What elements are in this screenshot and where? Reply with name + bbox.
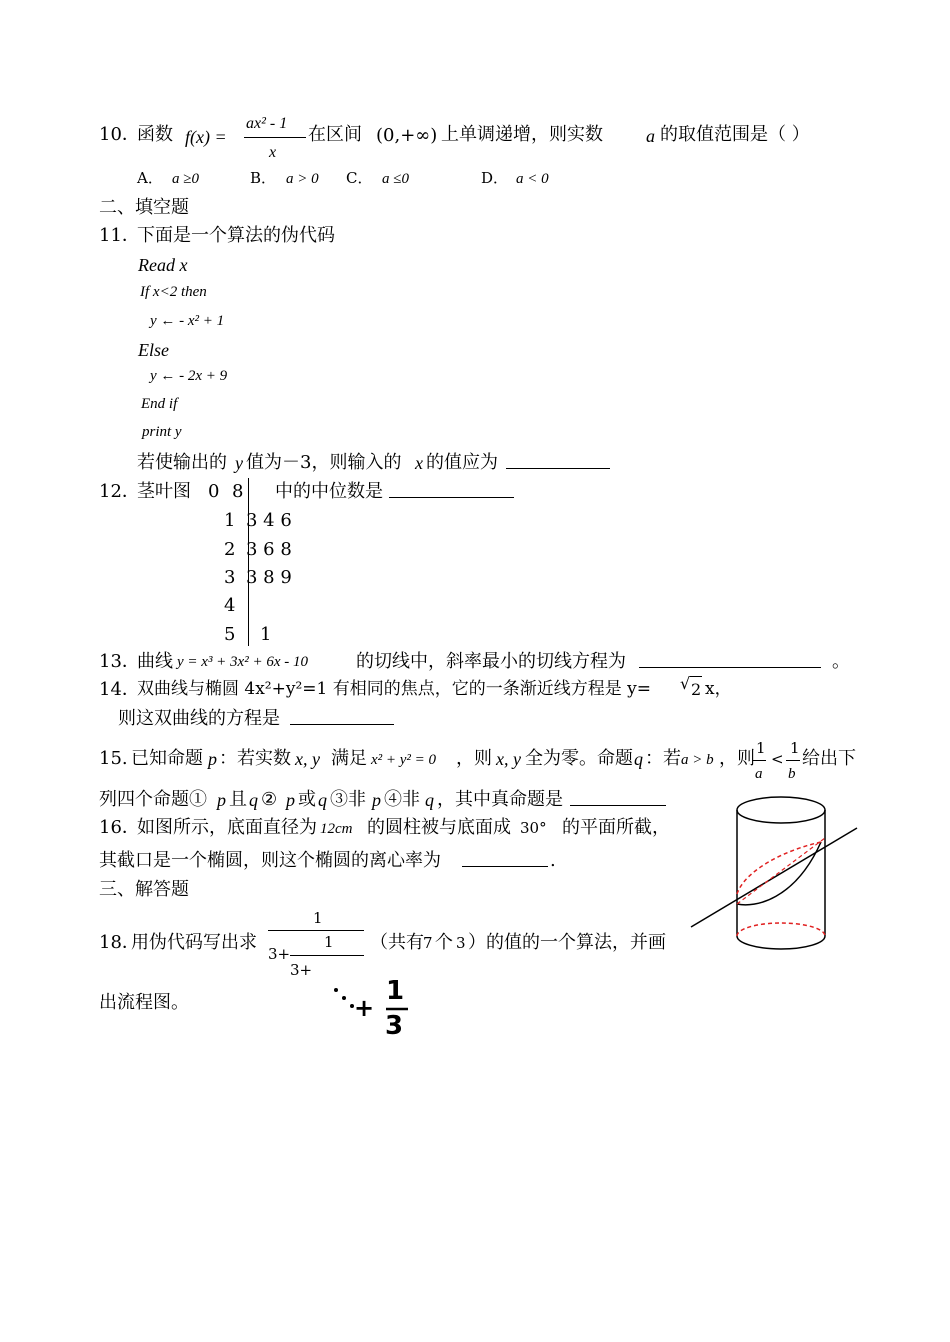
cutting-plane-line bbox=[691, 828, 857, 927]
stem-4: 4 bbox=[224, 595, 236, 616]
q15-frac2-bar bbox=[786, 760, 800, 761]
q11-code-line-3: y ← - x² + 1 bbox=[150, 313, 225, 329]
q12-answer-blank bbox=[389, 497, 514, 498]
q16-line-2: 其截口是一个椭圆，则这个椭圆的离心率为 bbox=[99, 850, 441, 871]
q15-l2-not1: ③非 bbox=[330, 789, 366, 810]
q13-equation: y = x³ + 3x² + 6x - 10 bbox=[177, 654, 308, 670]
q15-frac1-den: a bbox=[755, 766, 763, 782]
q15-f: ：若 bbox=[645, 748, 681, 769]
q14-number: 14． bbox=[99, 679, 140, 700]
q11-text: 下面是一个算法的伪代码 bbox=[137, 225, 335, 246]
q12-tail: 中的中位数是 bbox=[275, 481, 383, 502]
q16-angle: 30° bbox=[520, 819, 547, 837]
q11-number: 11． bbox=[99, 225, 140, 246]
q15-line-2: 列四个命题① bbox=[99, 789, 207, 810]
q14-answer-blank bbox=[290, 724, 394, 725]
q11-question-b: 值为－3，则输入的 bbox=[246, 452, 402, 473]
q15-frac2-den: b bbox=[788, 766, 796, 782]
q10-number: 10． bbox=[99, 124, 140, 145]
q14-text: 双曲线与椭圆 4x²+y²=1 有相同的焦点，它的一条渐近线方程是 y= bbox=[137, 679, 651, 699]
q18-tail-plus: + bbox=[354, 994, 375, 1022]
q14-line-2: 则这双曲线的方程是 bbox=[118, 708, 280, 729]
q15-l2-p2: p bbox=[286, 790, 295, 810]
q10-option-b: a > 0 bbox=[286, 171, 319, 187]
q15-b: ：若实数 bbox=[219, 748, 291, 769]
q15-l2-q3: q bbox=[425, 790, 434, 810]
stem-1: 1 bbox=[224, 510, 236, 531]
q18-inner-bar bbox=[290, 955, 364, 956]
q10-option-b-label: B． bbox=[250, 169, 277, 187]
q10-lead: 函数 bbox=[137, 124, 173, 145]
q15-c: 满足 bbox=[331, 748, 367, 769]
q18-number: 18． bbox=[99, 932, 140, 953]
q13-tail: 的切线中，斜率最小的切线方程为 bbox=[356, 651, 626, 672]
cylinder-bottom-front bbox=[737, 936, 825, 949]
q15-answer-blank bbox=[570, 805, 666, 806]
q11-var-y: y bbox=[235, 453, 243, 473]
q18-d: ）的值的一个算法，并画 bbox=[468, 932, 666, 953]
q11-code-line-2: If x<2 then bbox=[140, 284, 207, 300]
q13-lead: 曲线 bbox=[137, 651, 173, 672]
q13-end: 。 bbox=[832, 651, 850, 672]
q15-xy-2: x, y bbox=[496, 749, 521, 769]
q15-lt: < bbox=[771, 750, 784, 768]
q12-lead: 茎叶图 bbox=[137, 481, 191, 502]
q15-l2-p3: p bbox=[372, 790, 381, 810]
q10-frac-den: x bbox=[269, 144, 277, 161]
q16-c: 的平面所截， bbox=[562, 817, 670, 838]
cylinder-top-ellipse bbox=[737, 797, 825, 823]
q14-sqrt-sign: √ bbox=[680, 674, 691, 693]
q10-option-c: a ≤0 bbox=[382, 171, 409, 187]
q18-a: 用伪代码写出求 bbox=[131, 932, 257, 953]
q15-p: p bbox=[208, 749, 217, 769]
q11-code-line-4: Else bbox=[138, 340, 169, 360]
q14-sqrt-radicand: 2 bbox=[691, 680, 702, 699]
stem-5: 5 bbox=[224, 624, 236, 645]
leaf-5: 1 bbox=[260, 624, 272, 645]
q15-l2-p1: p bbox=[217, 790, 226, 810]
q18-frac-num: 1 bbox=[313, 909, 323, 927]
q10-option-a: a ≥0 bbox=[172, 171, 199, 187]
q14-text-2: x， bbox=[705, 679, 732, 699]
section-2-heading: 二、填空题 bbox=[99, 197, 189, 218]
cylinder-bottom-back bbox=[737, 923, 825, 936]
section-ellipse-back bbox=[737, 842, 821, 894]
q18-frac-bar bbox=[268, 930, 364, 931]
q15-q: q bbox=[634, 749, 643, 769]
leaf-0: 8 bbox=[232, 481, 244, 502]
q15-frac1-num: 1 bbox=[756, 739, 766, 757]
q15-frac1-bar bbox=[752, 760, 766, 761]
q18-c: 个 bbox=[435, 932, 453, 953]
q11-code-line-5: y ← - 2x + 9 bbox=[150, 368, 228, 384]
q15-l2-or: 或 bbox=[298, 789, 316, 810]
q11-var-x: x bbox=[415, 453, 423, 473]
q10-option-c-label: C． bbox=[346, 169, 373, 187]
q10-interval: (0,+∞) bbox=[376, 125, 438, 146]
q16-answer-blank bbox=[462, 866, 548, 867]
q15-e: 全为零。命题 bbox=[525, 748, 633, 769]
q18-frac-den-b: 3+ bbox=[290, 961, 313, 979]
q10-frac-num: ax² - 1 bbox=[246, 115, 288, 132]
q10-option-d: a < 0 bbox=[516, 171, 549, 187]
q18-count: 7 bbox=[423, 934, 433, 952]
ellipsis-dot-1 bbox=[334, 988, 338, 992]
q10-end: 的取值范围是（ ） bbox=[660, 124, 810, 145]
q12-number: 12． bbox=[99, 481, 140, 502]
q15-l2-2: ② bbox=[261, 789, 278, 810]
section-3-heading: 三、解答题 bbox=[99, 879, 189, 900]
q11-answer-blank bbox=[506, 468, 610, 469]
q18-tail-den: 3 bbox=[385, 1011, 404, 1041]
q15-a: 已知命题 bbox=[131, 748, 203, 769]
q18-frac-den-a: 3+ bbox=[268, 945, 291, 963]
q15-l2-q2: q bbox=[318, 790, 327, 810]
q15-g: ，则 bbox=[719, 748, 755, 769]
q11-code-line-7: print y bbox=[142, 424, 182, 440]
q10-option-d-label: D． bbox=[481, 169, 509, 187]
q15-l2-not2: ④非 bbox=[384, 789, 420, 810]
q10-func: f(x) = bbox=[185, 127, 227, 147]
q10-frac-bar bbox=[244, 137, 306, 138]
q16-number: 16． bbox=[99, 817, 140, 838]
q15-xy: x, y bbox=[295, 749, 320, 769]
section-ellipse-front bbox=[737, 842, 821, 905]
q11-code-line-6: End if bbox=[141, 396, 178, 412]
q18-three: 3 bbox=[456, 934, 466, 952]
q15-l2-q1: q bbox=[249, 790, 258, 810]
q14-sqrt-bar bbox=[690, 676, 702, 677]
leaf-3: 3 8 9 bbox=[246, 567, 292, 588]
section-axis bbox=[737, 838, 825, 904]
q16-diameter: 12cm bbox=[320, 821, 353, 837]
q18-b: （共有 bbox=[370, 932, 424, 953]
ellipsis-dot-2 bbox=[342, 996, 346, 1000]
q15-frac2-num: 1 bbox=[790, 739, 800, 757]
leaf-1: 3 4 6 bbox=[246, 510, 292, 531]
leaf-2: 3 6 8 bbox=[246, 539, 292, 560]
q15-l2-tail: ，其中真命题是 bbox=[437, 789, 563, 810]
q18-inner-num: 1 bbox=[324, 933, 334, 951]
q16-a: 如图所示，底面直径为 bbox=[137, 817, 317, 838]
stem-2: 2 bbox=[224, 539, 236, 560]
q15-number: 15. bbox=[99, 748, 128, 769]
q13-number: 13． bbox=[99, 651, 140, 672]
q16-end: . bbox=[550, 850, 556, 871]
q15-l2-and: 且 bbox=[229, 789, 247, 810]
q10-tail: 上单调递增，则实数 bbox=[441, 124, 603, 145]
q13-answer-blank bbox=[639, 667, 821, 668]
q15-ab: a > b bbox=[681, 752, 714, 768]
q10-mid: 在区间 bbox=[308, 124, 362, 145]
stem-leaf-divider bbox=[248, 478, 249, 646]
stem-3: 3 bbox=[224, 567, 236, 588]
q11-question-c: 的值应为 bbox=[426, 452, 498, 473]
q15-h: 给出下 bbox=[802, 748, 856, 769]
q15-equation: x² + y² = 0 bbox=[371, 752, 437, 768]
q11-question-a: 若使输出的 bbox=[137, 452, 227, 473]
q16-b: 的圆柱被与底面成 bbox=[367, 817, 511, 838]
stem-0: 0 bbox=[208, 481, 220, 502]
q18-tail-num: 1 bbox=[386, 976, 405, 1006]
q10-option-a-label: A． bbox=[137, 169, 163, 187]
q15-d: ，则 bbox=[456, 748, 492, 769]
q11-code-line-1: Read x bbox=[138, 255, 188, 275]
cylinder-figure bbox=[685, 790, 865, 960]
q18-line-2: 出流程图。 bbox=[99, 992, 189, 1013]
q10-var: a bbox=[646, 126, 655, 146]
